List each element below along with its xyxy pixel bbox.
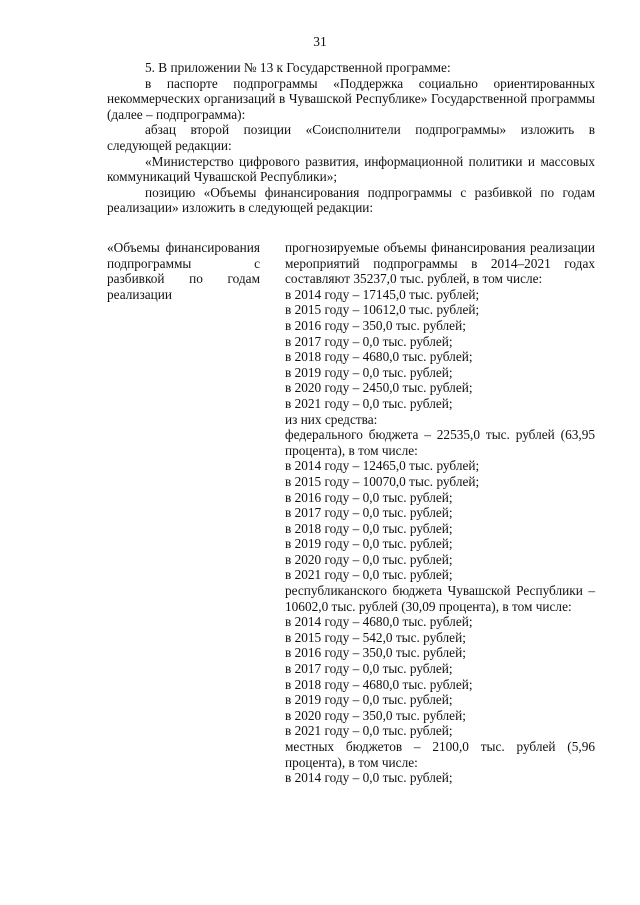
page-number: 31 (313, 34, 327, 49)
year-line: в 2018 году – 4680,0 тыс. рублей; (285, 676, 473, 692)
year-line: в 2021 году – 0,0 тыс. рублей; (285, 723, 453, 739)
year-line: в 2020 году – 0,0 тыс. рублей; (285, 551, 453, 567)
intro-paragraph: в паспорте подпрограммы «Поддержка социально ориентированных некоммерческих организаций в Чувашской Республике» Государственной программы (далее – подпрограмма): (107, 75, 595, 122)
year-line: в 2019 году – 0,0 тыс. рублей; (285, 536, 453, 552)
passport-row-label: «Объемы финансирования подпрограммы с разбивкой по годам реализации (107, 240, 260, 302)
year-line: в 2014 году – 4680,0 тыс. рублей; (285, 614, 473, 630)
year-line: в 2018 году – 4680,0 тыс. рублей; (285, 349, 473, 365)
year-line: в 2016 году – 0,0 тыс. рублей; (285, 489, 453, 505)
year-line: в 2019 году – 0,0 тыс. рублей; (285, 364, 453, 380)
year-line: в 2021 году – 0,0 тыс. рублей; (285, 567, 453, 583)
year-line: в 2014 году – 0,0 тыс. рублей; (285, 770, 453, 786)
sources-heading: из них средства: (285, 411, 378, 427)
passport-row-value (285, 240, 595, 786)
year-line: в 2020 году – 2450,0 тыс. рублей; (285, 380, 473, 396)
intro-paragraph: «Министерство цифрового развития, информационной политики и массовых коммуникаций Чувашской Республики»; (107, 153, 595, 185)
intro-paragraph: позицию «Объемы финансирования подпрограммы с разбивкой по годам реализации» изложить в следующей редакции: (107, 184, 595, 216)
year-line: в 2020 году – 350,0 тыс. рублей; (285, 707, 466, 723)
year-line: в 2017 году – 0,0 тыс. рублей; (285, 661, 453, 677)
year-line: в 2014 году – 17145,0 тыс. рублей; (285, 286, 480, 302)
intro-paragraph: 5. В приложении № 13 к Государственной программе: (145, 60, 451, 75)
year-line: в 2016 году – 350,0 тыс. рублей; (285, 317, 466, 333)
year-line: в 2015 году – 10070,0 тыс. рублей; (285, 473, 480, 489)
local-budget-text: местных бюджетов – 2100,0 тыс. рублей (5,96 процента), в том числе: (285, 739, 595, 770)
republic-budget-text: республиканского бюджета Чувашской Республики – 10602,0 тыс. рублей (30,09 процента), в том числе: (285, 583, 595, 614)
year-line: в 2021 году – 0,0 тыс. рублей; (285, 395, 453, 411)
year-line: в 2014 году – 12465,0 тыс. рублей; (285, 458, 480, 474)
year-line: в 2015 году – 542,0 тыс. рублей; (285, 629, 466, 645)
total-funding-text: прогнозируемые объемы финансирования реализации мероприятий подпрограммы в 2014–2021 годах составляют 35237,0 тыс. рублей, в том числе: (285, 240, 595, 287)
intro-paragraph: абзац второй позиции «Соисполнители подпрограммы» изложить в следующей редакции: (107, 122, 595, 153)
year-line: в 2017 году – 0,0 тыс. рублей; (285, 333, 453, 349)
federal-budget-text: федерального бюджета – 22535,0 тыс. рублей (63,95 процента), в том числе: (285, 427, 595, 458)
year-line: в 2017 году – 0,0 тыс. рублей; (285, 505, 453, 521)
year-line: в 2018 году – 0,0 тыс. рублей; (285, 520, 453, 536)
year-line: в 2016 году – 350,0 тыс. рублей; (285, 645, 466, 661)
year-line: в 2019 году – 0,0 тыс. рублей; (285, 692, 453, 708)
intro-text (107, 60, 595, 216)
year-line: в 2015 году – 10612,0 тыс. рублей; (285, 302, 480, 318)
